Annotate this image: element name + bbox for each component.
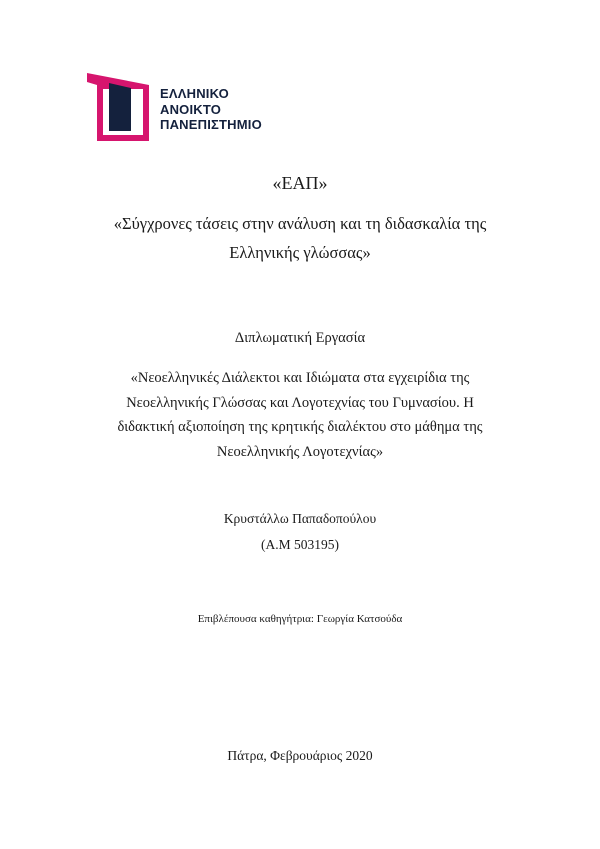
thesis-title — [0, 366, 600, 464]
logo-line-1: ΕΛΛΗΝΙΚΟ — [160, 86, 229, 101]
course-title — [0, 209, 600, 267]
university-logo-text — [160, 86, 262, 133]
thesis-title-line-4: Νεοελληνικής Λογοτεχνίας» — [216, 443, 384, 460]
author-name: Κρυστάλλω Παπαδοπούλου — [223, 511, 377, 526]
logo-line-3: ΠΑΝΕΠΙΣΤΗΜΙΟ — [160, 117, 262, 132]
logo-line-2: ΑΝΟΙΚΤΟ — [160, 101, 222, 117]
thesis-title-line-3: διδακτική αξιοποίηση της κρητικής διαλέκτου στο μάθημα της — [117, 419, 483, 435]
student-id: (Α.Μ 503195) — [261, 537, 339, 552]
organization-title: «ΕΑΠ» — [272, 173, 328, 193]
supervisor: Επιβλέπουσα καθηγήτρια: Γεωργία Κατσούδα — [197, 613, 403, 625]
course-title-line-2: Ελληνικής γλώσσας» — [229, 243, 371, 262]
university-logo-mark-icon — [87, 73, 149, 141]
thesis-title-line-1: «Νεοελληνικές Διάλεκτοι και Ιδιώματα στα εγχειρίδια της — [130, 370, 470, 386]
course-title-line-1: «Σύγχρονες τάσεις στην ανάλυση και τη διδασκαλία της — [113, 214, 487, 233]
thesis-title-line-2: Νεοελληνικής Γλώσσας και Λογοτεχνίας του Γυμνασίου. Η — [126, 394, 474, 411]
thesis-type: Διπλωματική Εργασία — [234, 330, 366, 346]
university-logo — [87, 73, 287, 143]
place-date: Πάτρα, Φεβρουάριος 2020 — [227, 748, 373, 763]
